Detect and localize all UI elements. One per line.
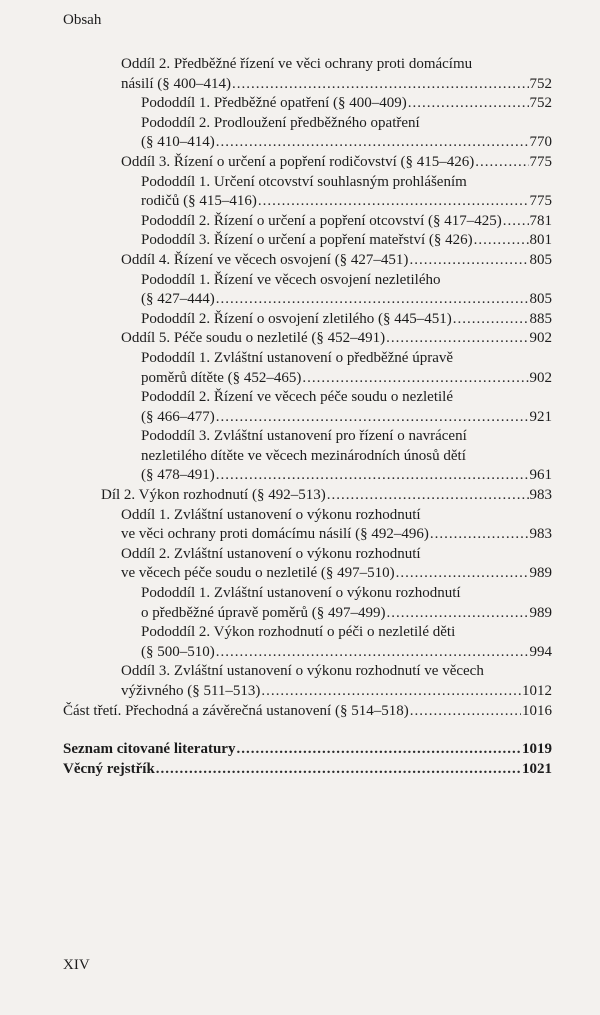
toc-entry-line xyxy=(0,682,600,702)
toc-entry[interactable] xyxy=(0,153,600,173)
toc-spacer xyxy=(0,721,600,740)
toc-entry-title: Pododdíl 2. Řízení o osvojení zletilého (§ 445–451) xyxy=(141,310,452,327)
toc-entry-title: násilí (§ 400–414) xyxy=(121,75,231,92)
toc-entry-title: Pododdíl 3. Řízení o určení a popření mateřství (§ 426) xyxy=(141,232,473,249)
toc-entry-title: poměrů dítěte (§ 452–465) xyxy=(141,369,302,386)
dot-leader xyxy=(409,251,528,271)
toc-entry-title: Pododdíl 2. Prodloužení předběžného opatření xyxy=(141,114,420,131)
toc-page-number: 961 xyxy=(529,467,552,484)
toc-entry-title: o předběžné úpravě poměrů (§ 497–499) xyxy=(141,604,386,621)
toc-entry[interactable] xyxy=(0,760,600,780)
toc-entry-title: nezletilého dítěte ve věcech mezinárodních únosů dětí xyxy=(141,447,466,464)
toc-entry-title: Pododdíl 1. Zvláštní ustanovení o předběžné úpravě xyxy=(141,349,454,366)
toc-entry-title: Pododdíl 1. Předběžné opatření (§ 400–409) xyxy=(141,95,407,112)
toc-page-number: 989 xyxy=(529,604,552,621)
dot-leader xyxy=(232,75,529,95)
toc-entry-line xyxy=(0,702,600,722)
toc-entry-line xyxy=(0,662,600,682)
toc-entry-title: Oddíl 4. Řízení ve věcech osvojení (§ 427–451) xyxy=(121,251,409,268)
running-header: Obsah xyxy=(63,12,102,28)
toc-entry-line xyxy=(0,545,600,565)
toc-entry-title: výživného (§ 511–513) xyxy=(121,683,261,699)
toc-entry-title: Seznam citované literatury xyxy=(63,741,236,758)
toc-entry-title: (§ 478–491) xyxy=(141,467,215,484)
toc-entry-line xyxy=(0,94,600,114)
dot-leader xyxy=(302,369,528,389)
toc-entry-title: Pododdíl 1. Zvláštní ustanovení o výkonu rozhodnutí xyxy=(141,585,461,602)
toc-page-number: 752 xyxy=(529,75,552,92)
toc-entry[interactable] xyxy=(0,349,600,388)
toc-entry-line xyxy=(0,114,600,134)
toc-entry-line xyxy=(0,329,600,349)
dot-leader xyxy=(216,290,529,310)
dot-leader xyxy=(156,760,521,780)
toc-page-number: 752 xyxy=(529,95,552,112)
toc-page-number: 801 xyxy=(529,232,552,249)
toc-entry-line xyxy=(0,643,600,663)
toc-entry-line xyxy=(0,192,600,212)
toc-entry[interactable] xyxy=(0,623,600,662)
dot-leader xyxy=(503,212,529,232)
toc-entry-title: Pododdíl 3. Zvláštní ustanovení pro řízení o navrácení xyxy=(141,428,467,445)
toc-entry-title: Pododdíl 2. Výkon rozhodnutí o péči o nezletilé děti xyxy=(141,624,456,641)
toc-entry-title: ve věcech péče soudu o nezletilé (§ 497–510) xyxy=(121,565,395,582)
dot-leader xyxy=(396,564,529,584)
toc-entry-title: Oddíl 3. Řízení o určení a popření rodičovství (§ 415–426) xyxy=(121,153,475,170)
dot-leader xyxy=(261,682,521,702)
toc-entry[interactable] xyxy=(0,231,600,251)
dot-leader xyxy=(410,702,521,722)
dot-leader xyxy=(387,604,529,624)
toc-entry-title: ve věci ochrany proti domácímu násilí (§ 492–496) xyxy=(121,526,429,543)
toc-entry-line xyxy=(0,310,600,330)
dot-leader xyxy=(475,153,528,173)
dot-leader xyxy=(216,408,529,428)
toc-entry-title: (§ 466–477) xyxy=(141,408,215,425)
toc-entry-title: Pododdíl 2. Řízení ve věcech péče soudu o nezletilé xyxy=(141,389,453,406)
toc-entry-title: (§ 410–414) xyxy=(141,134,215,151)
toc-entry-line xyxy=(0,55,600,75)
toc-entry[interactable] xyxy=(0,584,600,623)
toc-page-number: 902 xyxy=(529,369,552,386)
toc-entry-line xyxy=(0,133,600,153)
toc-entry-line xyxy=(0,623,600,643)
toc-page-number: 775 xyxy=(529,153,552,170)
toc-entry[interactable] xyxy=(0,388,600,427)
toc-entry-line xyxy=(0,584,600,604)
toc-entry-title: rodičů (§ 415–416) xyxy=(141,193,257,210)
toc-page-number: 775 xyxy=(529,193,552,210)
toc-page-number: 989 xyxy=(529,565,552,582)
dot-leader xyxy=(453,310,529,330)
toc-entry-line xyxy=(0,525,600,545)
toc-entry-line xyxy=(0,506,600,526)
toc-page-number: 885 xyxy=(529,310,552,327)
toc-entry-title: Pododdíl 1. Řízení ve věcech osvojení nezletilého xyxy=(141,271,441,288)
dot-leader xyxy=(430,525,529,545)
toc-entry-line xyxy=(0,564,600,584)
toc-entry-title: Oddíl 5. Péče soudu o nezletilé (§ 452–491) xyxy=(121,330,386,347)
toc-page-number: 994 xyxy=(529,643,552,660)
toc-entry[interactable] xyxy=(0,173,600,212)
toc-entry[interactable] xyxy=(0,271,600,310)
toc-entry-title: Pododdíl 2. Řízení o určení a popření otcovství (§ 417–425) xyxy=(141,212,502,229)
toc-page-number: 805 xyxy=(529,251,552,268)
toc-entry-line xyxy=(0,251,600,271)
toc-entry[interactable] xyxy=(0,427,600,486)
toc-entry-title: Oddíl 2. Předběžné řízení ve věci ochrany proti domácímu xyxy=(121,56,473,72)
toc-entry-title: Oddíl 1. Zvláštní ustanovení o výkonu rozhodnutí xyxy=(121,506,421,523)
toc-page-number: 921 xyxy=(529,408,552,425)
toc-entry[interactable] xyxy=(0,740,600,760)
toc-entry-line xyxy=(0,408,600,428)
toc-entry-line xyxy=(0,427,600,447)
toc-entry[interactable] xyxy=(0,114,600,153)
toc-entry-line xyxy=(0,212,600,232)
dot-leader xyxy=(474,231,529,251)
toc-entry[interactable] xyxy=(0,662,600,701)
toc-entry-line xyxy=(0,466,600,486)
toc-entry-line xyxy=(0,388,600,408)
toc-entry-line xyxy=(0,604,600,624)
toc-entry-title: Věcný rejstřík xyxy=(63,760,155,777)
toc-entry-title: Pododdíl 1. Určení otcovství souhlasným prohlášením xyxy=(141,173,467,190)
toc-entry-title: Oddíl 2. Zvláštní ustanovení o výkonu rozhodnutí xyxy=(121,545,421,562)
toc-entry[interactable] xyxy=(0,55,600,94)
toc-entry[interactable] xyxy=(0,506,600,545)
toc-entry-title: Část třetí. Přechodná a závěrečná ustanovení (§ 514–518) xyxy=(63,702,409,719)
toc-page-number: 781 xyxy=(529,212,552,229)
dot-leader xyxy=(216,643,529,663)
toc-page-number: 1021 xyxy=(522,760,552,777)
dot-leader xyxy=(327,486,529,506)
toc-page-number: 805 xyxy=(529,291,552,308)
toc-page-number: 770 xyxy=(529,134,552,151)
toc-page-number: 1016 xyxy=(522,702,552,719)
toc-entry-title: (§ 500–510) xyxy=(141,643,215,660)
toc-page-number: 1019 xyxy=(522,741,552,758)
toc-page-number: 983 xyxy=(529,487,552,504)
toc-entry-title: Oddíl 3. Zvláštní ustanovení o výkonu rozhodnutí ve věcech xyxy=(121,663,484,680)
toc-entry-line xyxy=(0,447,600,467)
toc-entry[interactable] xyxy=(0,545,600,584)
dot-leader xyxy=(216,466,529,486)
toc-entry-title: (§ 427–444) xyxy=(141,291,215,308)
toc-entry[interactable] xyxy=(0,310,600,330)
toc-entry[interactable] xyxy=(0,212,600,232)
toc-entry-line xyxy=(0,153,600,173)
toc-entry[interactable] xyxy=(0,251,600,271)
toc-entry-line xyxy=(0,760,600,780)
page-number: XIV xyxy=(63,957,90,973)
toc-entry[interactable] xyxy=(0,486,600,506)
dot-leader xyxy=(386,329,528,349)
toc-entry-title: Díl 2. Výkon rozhodnutí (§ 492–513) xyxy=(101,487,326,504)
dot-leader xyxy=(408,94,529,114)
toc-entry-line xyxy=(0,271,600,291)
toc-entry-line xyxy=(0,349,600,369)
table-of-contents xyxy=(0,55,600,779)
toc-entry-line xyxy=(0,290,600,310)
toc-entry-line xyxy=(0,369,600,389)
dot-leader xyxy=(236,740,521,760)
toc-entry-line xyxy=(0,75,600,95)
toc-entry[interactable] xyxy=(0,94,600,114)
toc-entry-line xyxy=(0,740,600,760)
toc-page-number: 1012 xyxy=(522,683,552,699)
toc-entry-line xyxy=(0,231,600,251)
dot-leader xyxy=(258,192,529,212)
toc-entry[interactable] xyxy=(0,329,600,349)
toc-entry-line xyxy=(0,486,600,506)
toc-entry-line xyxy=(0,173,600,193)
toc-page-number: 983 xyxy=(529,526,552,543)
dot-leader xyxy=(216,133,529,153)
toc-entry[interactable] xyxy=(0,702,600,722)
toc-page-number: 902 xyxy=(529,330,552,347)
